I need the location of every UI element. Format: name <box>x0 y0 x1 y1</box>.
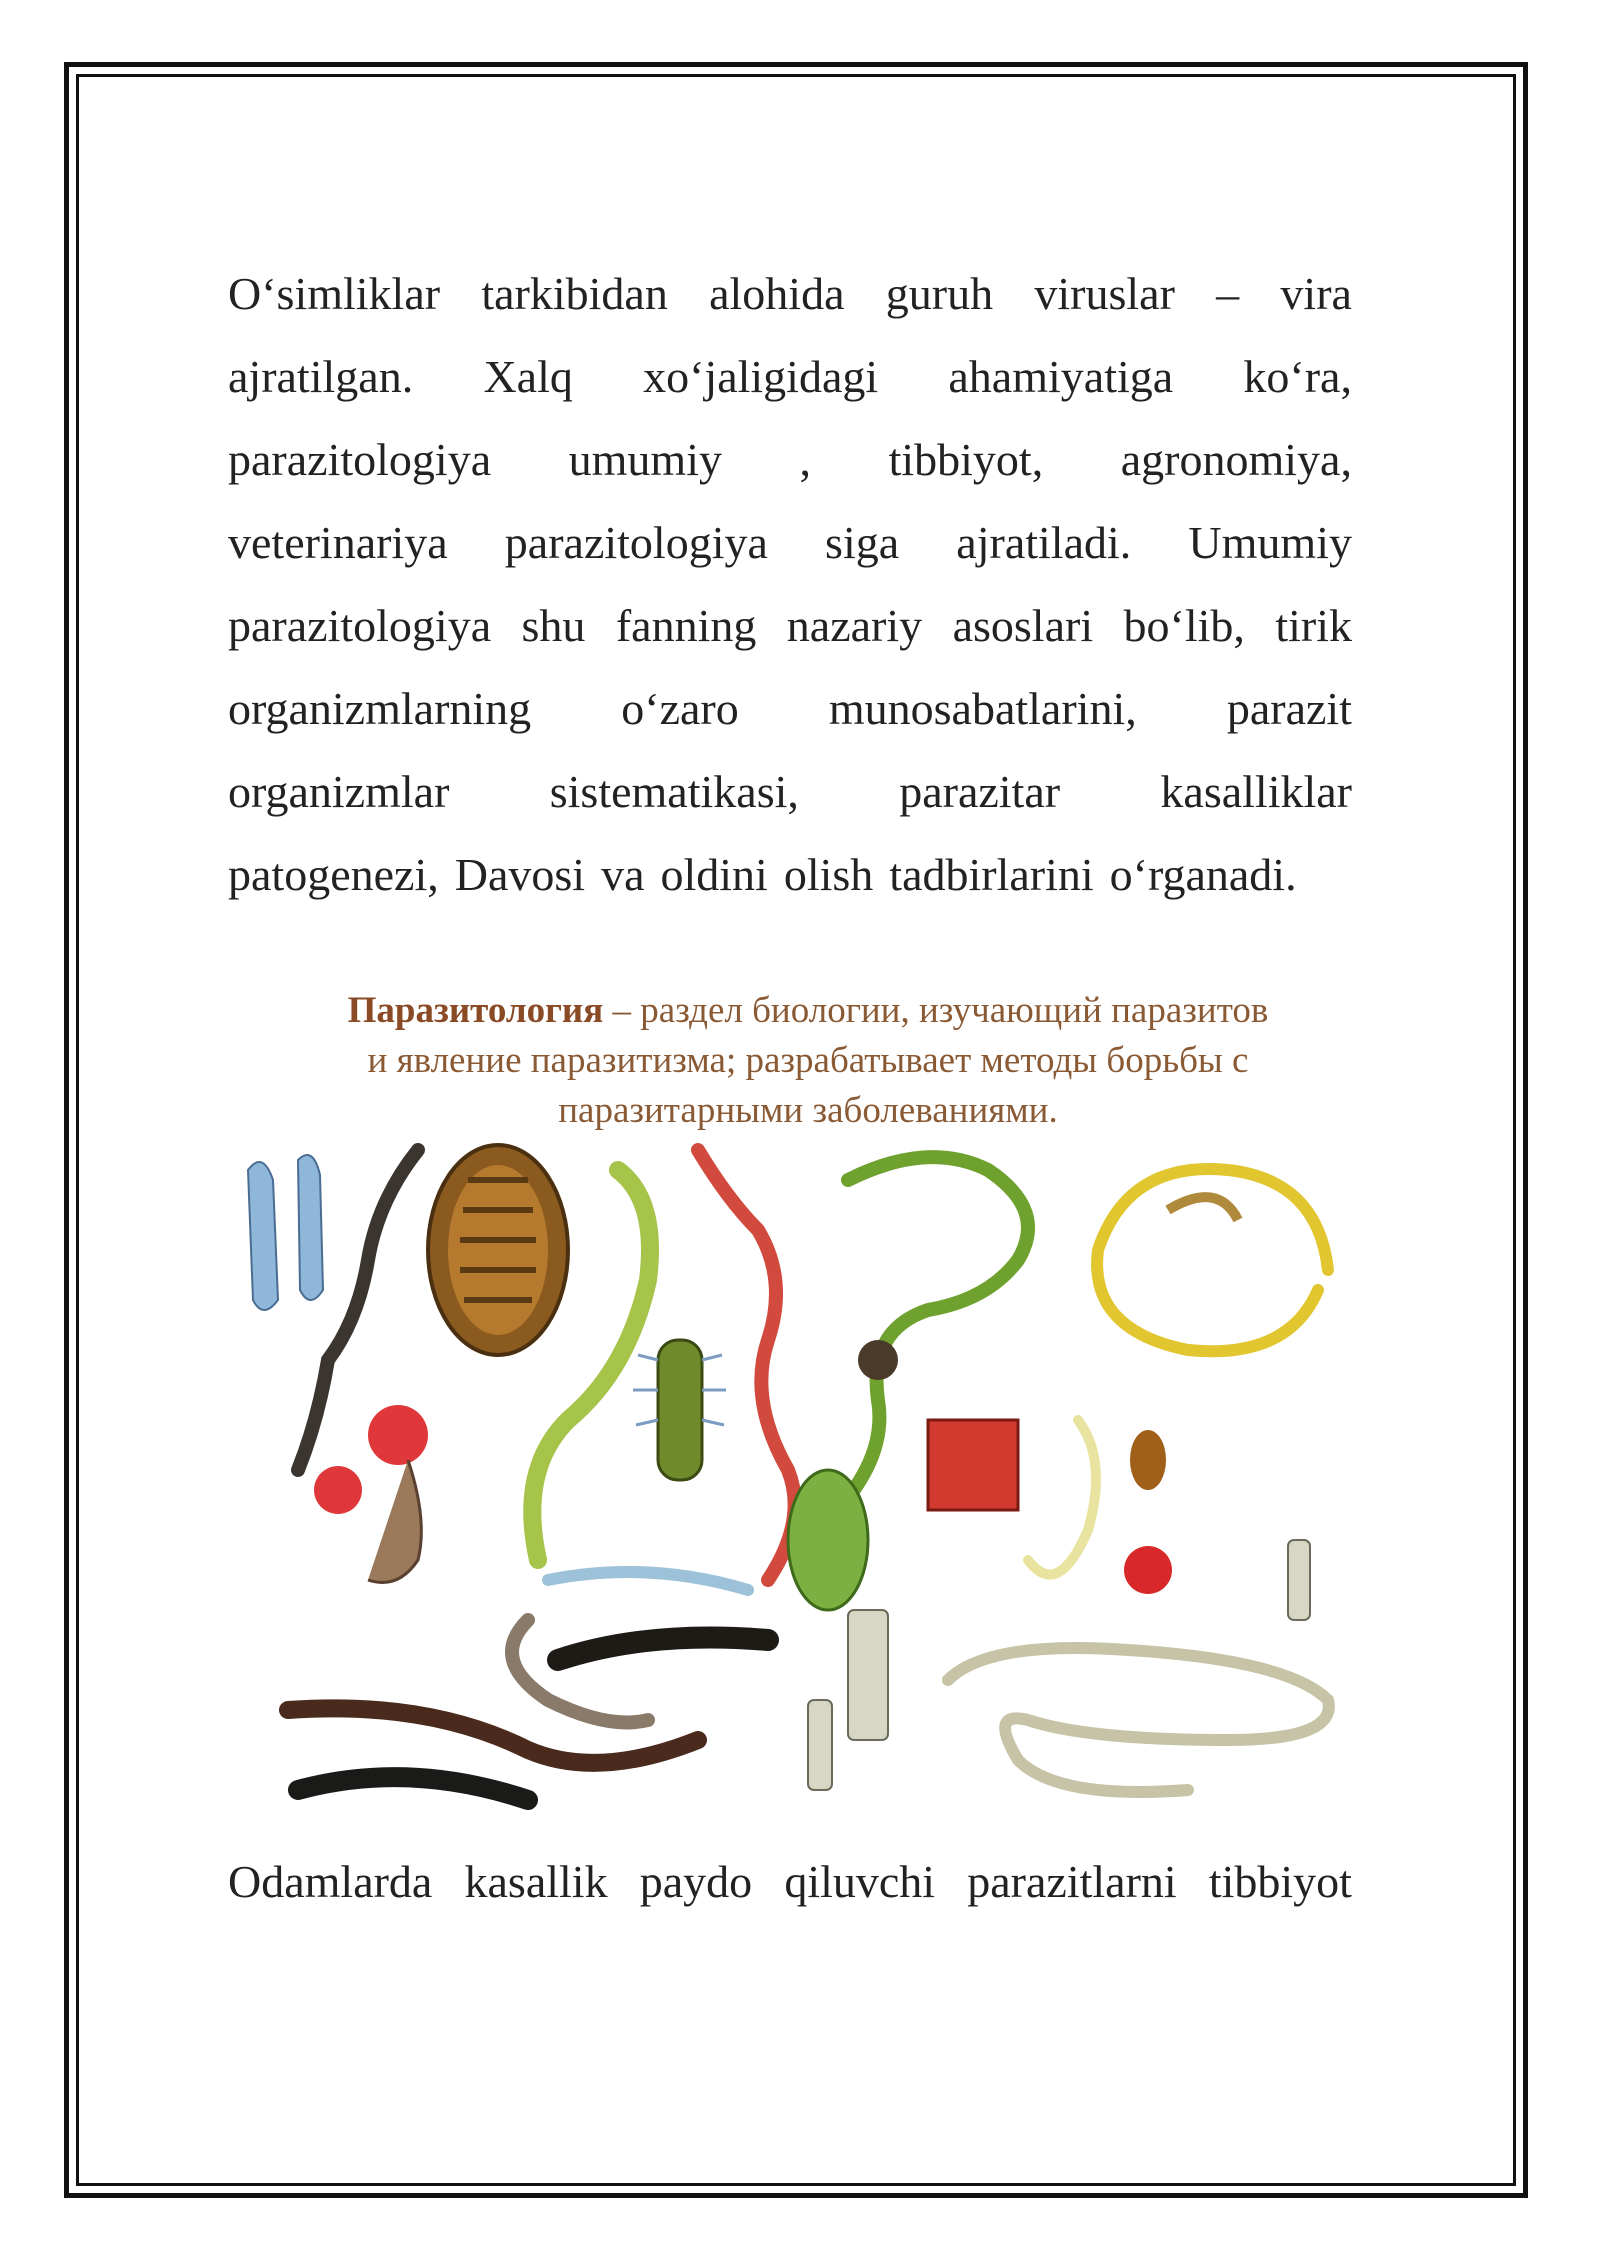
word: tibbiyot <box>1208 1856 1352 1907</box>
word: viruslar <box>1034 268 1175 319</box>
oval-parasite-drawing <box>428 1145 568 1355</box>
figure-caption <box>228 986 1388 1136</box>
paragraph-line <box>228 252 1352 335</box>
word: parazitologiya <box>228 600 492 651</box>
word: oldini <box>660 849 768 900</box>
word: tibbiyot, <box>888 434 1044 485</box>
word: paydo <box>639 1856 753 1907</box>
word: olish <box>783 849 874 900</box>
word: ajratiladi. <box>956 517 1132 568</box>
word: Xalq <box>483 351 573 402</box>
word: qiluvchi <box>784 1856 936 1907</box>
parasitology-figure <box>228 978 1388 1848</box>
word: ahamiyatiga <box>948 351 1174 402</box>
word: tirik <box>1275 600 1352 651</box>
word: nazariy <box>786 600 923 651</box>
word: Odamlarda <box>228 1856 433 1907</box>
word: alohida <box>709 268 845 319</box>
word: parazitlarni <box>967 1856 1177 1907</box>
green-sac-drawing <box>788 1470 868 1610</box>
word: asoslari <box>952 600 1094 651</box>
word: vira <box>1280 268 1352 319</box>
word: – <box>1216 268 1240 319</box>
parasites-illustration <box>228 1140 1388 1830</box>
word: bo‘lib, <box>1123 600 1245 651</box>
word: tarkibidan <box>481 268 668 319</box>
caption-term: Паразитология <box>347 990 604 1031</box>
continuation-line <box>228 1840 1352 1923</box>
paragraph-line <box>228 501 1352 584</box>
word: ajratilgan. <box>228 351 414 402</box>
word: munosabatlarini, <box>828 683 1137 734</box>
paragraph-line <box>228 833 1352 916</box>
word: umumiy <box>568 434 722 485</box>
word: patogenezi, <box>228 849 439 900</box>
caption-text: – раздел биологии, изучающий паразитов <box>603 990 1269 1031</box>
seed-specimen-drawing <box>1130 1430 1166 1490</box>
word: siga <box>825 517 900 568</box>
word: agronomiya, <box>1120 434 1352 485</box>
paragraph-line <box>228 418 1352 501</box>
paragraph-line <box>228 667 1352 750</box>
word: ko‘ra, <box>1243 351 1352 402</box>
body-paragraph <box>228 252 1352 916</box>
caption-line: и явление паразитизма; разрабатывает методы борьбы с <box>367 1040 1249 1081</box>
caption-line <box>228 986 1388 1036</box>
word: kasallik <box>464 1856 608 1907</box>
word: , <box>799 434 812 485</box>
paragraph-line <box>228 584 1352 667</box>
word: xo‘jaligidagi <box>643 351 879 402</box>
paragraph-line <box>228 335 1352 418</box>
word: guruh <box>885 268 994 319</box>
word: parazitar <box>899 766 1061 817</box>
word: organizmlarning <box>228 683 532 734</box>
word: o‘zaro <box>621 683 739 734</box>
paragraph-line <box>228 750 1352 833</box>
word: shu <box>521 600 586 651</box>
word: organizmlar <box>228 766 450 817</box>
word: parazit <box>1226 683 1352 734</box>
word: sistematikasi, <box>549 766 799 817</box>
word: o‘rganadi. <box>1109 849 1297 900</box>
word: parazitologiya <box>228 434 492 485</box>
red-specimen-drawing <box>928 1420 1018 1510</box>
round-specimen-drawing <box>858 1340 898 1380</box>
word: Umumiy <box>1188 517 1352 568</box>
word: O‘simliklar <box>228 268 441 319</box>
paragraph-line <box>228 1840 1352 1923</box>
word: kasalliklar <box>1160 766 1352 817</box>
red-bud-drawing <box>1124 1546 1172 1594</box>
caption-line: паразитарными заболеваниями. <box>558 1090 1058 1131</box>
word: parazitologiya <box>504 517 768 568</box>
word: Davosi <box>454 849 586 900</box>
word: va <box>601 849 645 900</box>
word: veterinariya <box>228 517 448 568</box>
word: tadbirlarini <box>889 849 1094 900</box>
word: fanning <box>615 600 757 651</box>
